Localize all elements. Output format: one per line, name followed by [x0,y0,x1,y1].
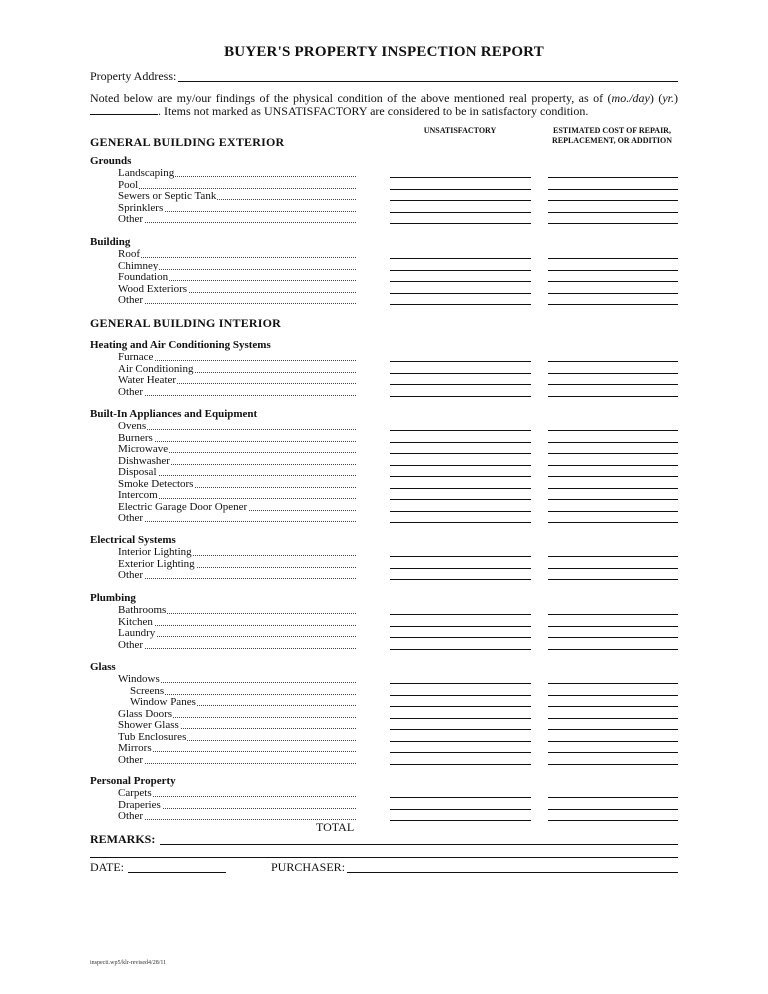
purchaser-field[interactable] [347,872,678,873]
inspection-item [130,696,356,708]
estimated-cost-field[interactable] [548,384,678,385]
inspection-item [118,420,356,432]
unsatisfactory-field[interactable] [390,568,531,569]
estimated-cost-field[interactable] [548,741,678,742]
inspection-item-label: Draperies [118,798,161,811]
report-title: BUYER'S PROPERTY INSPECTION REPORT [224,44,544,60]
inspection-item-label: Roof [118,248,140,260]
inspection-item [118,466,356,478]
leader-dots [118,763,356,764]
inspection-item [118,489,356,501]
unsatisfactory-field[interactable] [390,752,531,753]
unsatisfactory-field[interactable] [390,476,531,477]
estimated-cost-field[interactable] [548,361,678,362]
inspection-item [130,685,356,697]
inspection-item-label: Sewers or Septic Tank [118,190,217,202]
unsatisfactory-field[interactable] [390,293,531,294]
estimated-cost-field[interactable] [548,614,678,615]
inspection-item-label: Other [118,638,144,651]
inspection-item-label: Windows [118,673,160,685]
inspection-item-label: Laundry [118,627,156,639]
inspection-item [118,719,356,731]
group-heading: Grounds [90,155,132,167]
intro-text: Noted below are my/our findings of the physical condition of the above mentioned real property, as of ( [90,91,612,105]
intro-mo-day: mo./day [611,91,650,105]
unsatisfactory-field[interactable] [390,820,531,821]
unsatisfactory-field[interactable] [390,453,531,454]
inspection-item [118,386,356,398]
inspection-item [118,351,356,363]
unsatisfactory-field[interactable] [390,695,531,696]
section-exterior-heading: GENERAL BUILDING EXTERIOR [90,135,285,149]
unsatisfactory-field[interactable] [390,809,531,810]
inspection-item-label: Kitchen [118,615,153,628]
unsatisfactory-field[interactable] [390,718,531,719]
estimated-cost-field[interactable] [548,270,678,271]
estimated-cost-field[interactable] [548,764,678,765]
inspection-item [118,374,356,386]
group-heading: Plumbing [90,592,136,604]
inspection-item-label: Mirrors [118,742,152,754]
estimated-cost-field[interactable] [548,797,678,798]
inspection-item [118,569,356,581]
inspection-item [118,787,356,799]
inspection-item-label: Exterior Lighting [118,557,195,570]
inspection-item-label: Other [118,753,144,766]
unsatisfactory-field[interactable] [390,200,531,201]
property-address-field[interactable] [178,81,678,82]
estimated-cost-field[interactable] [548,706,678,707]
leader-dots [118,751,356,752]
unsatisfactory-field[interactable] [390,258,531,259]
unsatisfactory-field[interactable] [390,396,531,397]
inspection-item [118,639,356,651]
inspection-item-label: Glass Doors [118,707,173,720]
inspection-item-label: Electric Garage Door Opener [118,500,248,513]
estimated-cost-field[interactable] [548,430,678,431]
inspection-item-label: Other [118,810,144,822]
group-heading: Personal Property [90,775,176,787]
estimated-cost-field[interactable] [548,718,678,719]
leader-dots [118,222,356,223]
unsatisfactory-field[interactable] [390,706,531,707]
inspection-item-label: Wood Exteriors [118,282,188,295]
unsatisfactory-field[interactable] [390,797,531,798]
group-heading: Electrical Systems [90,534,176,546]
intro-text-end: . Items not marked as UNSATISFACTORY are considered to be in satisfactory condition. [158,104,589,118]
estimated-cost-field[interactable] [548,499,678,500]
estimated-cost-field[interactable] [548,556,678,557]
unsatisfactory-field[interactable] [390,177,531,178]
unsatisfactory-field[interactable] [390,649,531,650]
inspection-item-label: Shower Glass [118,719,179,731]
inspection-item-label: Other [118,294,144,306]
inspection-item-label: Other [118,213,144,225]
estimated-cost-field[interactable] [548,293,678,294]
inspection-item-label: Water Heater [118,374,177,386]
inspection-item [118,616,356,628]
unsatisfactory-field[interactable] [390,683,531,684]
unsatisfactory-field[interactable] [390,626,531,627]
inspection-item [118,443,356,455]
leader-dots [118,521,356,522]
inspection-item [118,260,356,272]
date-blank-field[interactable] [90,105,158,115]
estimated-cost-field[interactable] [548,453,678,454]
inspection-item-label: Smoke Detectors [118,477,194,490]
inspection-item [118,673,356,685]
inspection-item-label: Screens [130,684,165,697]
inspection-item-label: Furnace [118,351,154,363]
column-header-estimated-cost: ESTIMATED COST OF REPAIR, REPLACEMENT, OR ADDITION [551,126,673,145]
inspection-item [118,190,356,202]
unsatisfactory-field[interactable] [390,270,531,271]
unsatisfactory-field[interactable] [390,212,531,213]
inspection-item-label: Dishwasher [118,454,170,467]
inspection-item [118,432,356,444]
group-heading: Built-In Appliances and Equipment [90,408,258,420]
group-heading: Heating and Air Conditioning Systems [90,339,271,351]
estimated-cost-field[interactable] [548,223,678,224]
remarks-label: REMARKS: [90,832,156,846]
inspection-item-label: Carpets [118,787,152,799]
inspection-item [118,167,356,179]
inspection-item [118,627,356,639]
unsatisfactory-field[interactable] [390,384,531,385]
unsatisfactory-field[interactable] [390,361,531,362]
unsatisfactory-field[interactable] [390,430,531,431]
remarks-field-line-2[interactable] [90,857,678,858]
inspection-item [118,179,356,191]
inspection-item [118,558,356,570]
estimated-cost-field[interactable] [548,809,678,810]
inspection-item-label: Bathrooms [118,604,167,616]
unsatisfactory-field[interactable] [390,223,531,224]
inspection-item-label: Other [118,569,144,581]
estimated-cost-field[interactable] [548,442,678,443]
unsatisfactory-field[interactable] [390,579,531,580]
inspection-item [118,754,356,766]
estimated-cost-field[interactable] [548,820,678,821]
unsatisfactory-field[interactable] [390,764,531,765]
leader-dots [118,429,356,430]
inspection-item [118,294,356,306]
estimated-cost-field[interactable] [548,579,678,580]
inspection-item-label: Intercom [118,489,158,501]
unsatisfactory-field[interactable] [390,465,531,466]
footer-file-reference: inspecti.wp5/klr-revised4/28/11 [90,960,167,966]
inspection-item-label: Disposal [118,466,157,478]
unsatisfactory-field[interactable] [390,189,531,190]
inspection-item-label: Microwave [118,443,169,455]
estimated-cost-field[interactable] [548,752,678,753]
unsatisfactory-field[interactable] [390,614,531,615]
estimated-cost-field[interactable] [548,258,678,259]
inspection-item [118,501,356,513]
estimated-cost-field[interactable] [548,568,678,569]
total-label: TOTAL [316,820,355,834]
inspection-item-label: Other [118,512,144,524]
inspection-item-label: Burners [118,431,153,444]
unsatisfactory-field[interactable] [390,281,531,282]
estimated-cost-field[interactable] [548,511,678,512]
column-header-unsatisfactory: UNSATISFACTORY [423,126,497,135]
inspection-item [118,478,356,490]
inspection-item-label: Air Conditioning [118,362,194,375]
unsatisfactory-field[interactable] [390,488,531,489]
remarks-field-line-1[interactable] [160,844,678,845]
estimated-cost-field[interactable] [548,476,678,477]
inspection-item-label: Interior Lighting [118,546,192,558]
estimated-cost-field[interactable] [548,212,678,213]
inspection-item [118,213,356,225]
section-interior-heading: GENERAL BUILDING INTERIOR [90,316,282,330]
date-label: DATE: [90,860,124,874]
leader-dots [118,395,356,396]
date-field[interactable] [128,872,226,873]
estimated-cost-field[interactable] [548,177,678,178]
leader-dots [118,578,356,579]
estimated-cost-field[interactable] [548,396,678,397]
group-heading: Glass [90,661,116,673]
unsatisfactory-field[interactable] [390,637,531,638]
unsatisfactory-field[interactable] [390,741,531,742]
estimated-cost-field[interactable] [548,637,678,638]
estimated-cost-field[interactable] [548,200,678,201]
inspection-item-label: Sprinklers [118,201,164,214]
group-heading: Building [90,236,131,248]
estimated-cost-field[interactable] [548,626,678,627]
unsatisfactory-field[interactable] [390,729,531,730]
leader-dots [118,188,356,189]
inspection-item [118,731,356,743]
inspection-item [118,604,356,616]
inspection-item-label: Tub Enclosures [118,730,187,743]
property-address-label: Property Address: [90,69,177,83]
inspection-item-label: Chimney [118,259,159,272]
inspection-item [118,799,356,811]
estimated-cost-field[interactable] [548,683,678,684]
inspection-item [118,512,356,524]
unsatisfactory-field[interactable] [390,373,531,374]
leader-dots [118,796,356,797]
inspection-item [118,248,356,260]
estimated-cost-field[interactable] [548,304,678,305]
inspection-item [118,455,356,467]
estimated-cost-field[interactable] [548,281,678,282]
unsatisfactory-field[interactable] [390,511,531,512]
inspection-item [118,363,356,375]
estimated-cost-field[interactable] [548,695,678,696]
inspection-item-label: Window Panes [130,696,196,708]
estimated-cost-field[interactable] [548,189,678,190]
inspection-item-label: Pool [118,178,139,191]
estimated-cost-field[interactable] [548,373,678,374]
inspection-item-label: Foundation [118,271,169,283]
purchaser-label: PURCHASER: [271,860,346,874]
estimated-cost-field[interactable] [548,729,678,730]
inspection-item [118,271,356,283]
inspection-item-label: Landscaping [118,167,175,179]
inspection-item [118,202,356,214]
unsatisfactory-field[interactable] [390,556,531,557]
inspection-item-label: Other [118,385,144,398]
inspection-item [118,283,356,295]
intro-yr: yr. [662,91,674,105]
unsatisfactory-field[interactable] [390,304,531,305]
unsatisfactory-field[interactable] [390,442,531,443]
estimated-cost-field[interactable] [548,488,678,489]
leader-dots [118,257,356,258]
leader-dots [118,648,356,649]
inspection-item-label: Ovens [118,420,147,432]
inspection-item [118,708,356,720]
unsatisfactory-field[interactable] [390,499,531,500]
inspection-item [118,742,356,754]
estimated-cost-field[interactable] [548,522,678,523]
unsatisfactory-field[interactable] [390,522,531,523]
leader-dots [118,303,356,304]
intro-paren: ) [649,91,654,105]
intro-paren2: ) [673,91,678,105]
estimated-cost-field[interactable] [548,465,678,466]
inspection-item [118,546,356,558]
estimated-cost-field[interactable] [548,649,678,650]
intro-paragraph: Noted below are my/our findings of the physical condition of the above mentioned real property, as of (mo./day) (yr.) . Items not marked as UNSATISFACTORY are considered to be in satisfactory condition. [90,91,678,118]
